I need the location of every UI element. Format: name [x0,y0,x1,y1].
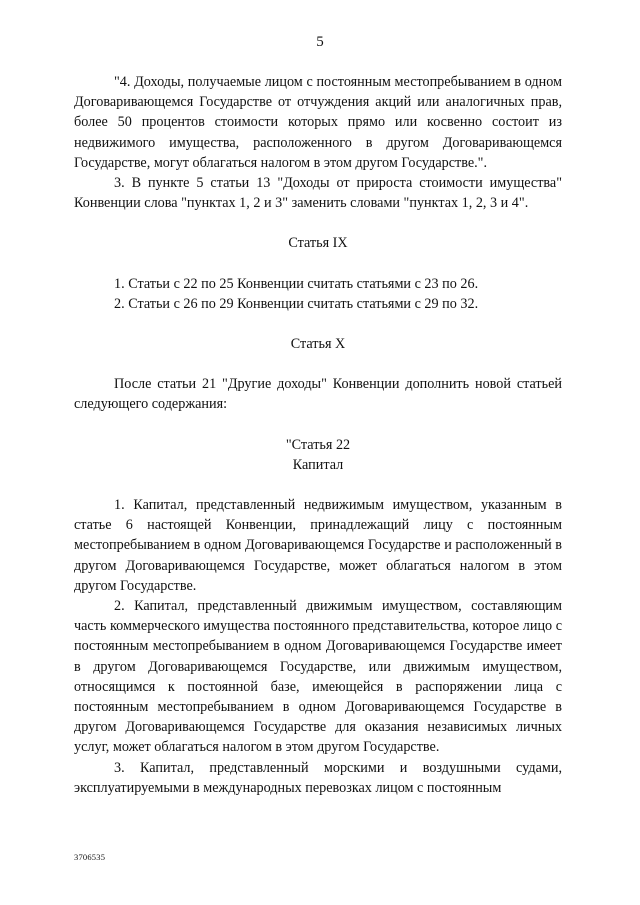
article-heading: Статья X [290,336,346,353]
document-code: 3706535 [74,852,106,862]
paragraph: 2. Капитал, представленный движимым имуществом, составляющим часть коммерческого имущества постоянного представительства, которое лицо с постоянным местопребыванием в одном Договаривающемся Государстве имеет в другом Договаривающемся Государстве, или движимым имуществом, относящимся к постоянной базе, имеющейся в распоряжении лица с постоянным местопребыванием в одном Договаривающемся Государстве в другом Договаривающемся Государстве для оказания независимых личных услуг, может облагаться налогом в этом другом Государстве. [74,598,562,756]
article-heading: "Статья 22 [285,436,351,453]
paragraph: 1. Статьи с 22 по 25 Конвенции считать статьями с 23 по 26. [114,275,479,292]
article-heading: Статья IX [288,235,348,252]
spacer [74,415,562,435]
paragraph: "4. Доходы, получаемые лицом с постоянным местопребыванием в одном Договаривающемся Государстве от отчуждения акций или аналогичных прав, более 50 процентов стоимости которых прямо или косвенно состоит из недвижимого имущества, расположенного в другом Договаривающемся Государстве, могут облагаться налогом в этом другом Государстве.". [74,74,562,171]
paragraph: 3. Капитал, представленный морскими и воздушными судами, эксплуатируемыми в международных перевозках лицом с постоянным [74,759,562,796]
page-number: 5 [316,34,324,50]
spacer [74,475,562,495]
article-subheading: Капитал [292,456,344,473]
paragraph: 1. Капитал, представленный недвижимым имуществом, указанным в статье 6 настоящей Конвенции, принадлежащий лицу с постоянным местопребыванием в одном Договаривающемся Государстве и расположенный в другом Договаривающемся Государстве, может облагаться налогом в этом другом Государстве. [74,497,562,594]
paragraph: 2. Статьи с 26 по 29 Конвенции считать статьями с 29 по 32. [114,295,479,312]
paragraph: 3. В пункте 5 статьи 13 "Доходы от прироста стоимости имущества" Конвенции слова "пунктах 1, 2 и 3" заменить словами "пунктах 1, 2, 3 и 4". [74,175,562,212]
document-body [74,72,562,798]
paragraph: После статьи 21 "Другие доходы" Конвенции дополнить новой статьей следующего содержания: [74,376,562,413]
